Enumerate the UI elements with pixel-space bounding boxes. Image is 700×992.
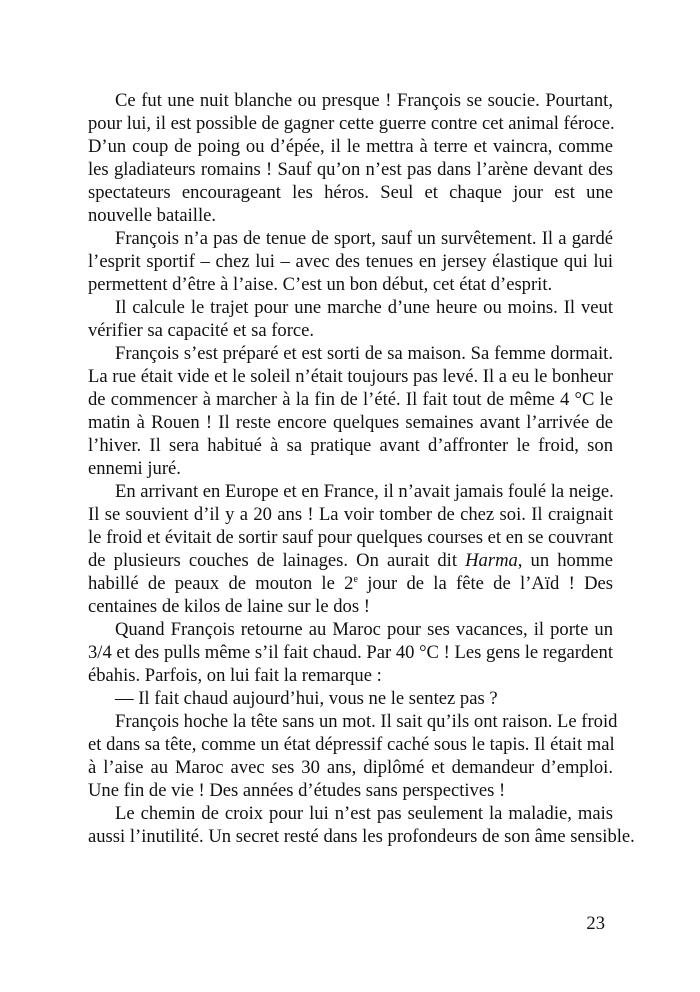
italic-term: Harma	[465, 550, 518, 571]
text-line: spectateurs encourageant les héros. Seul et chaque jour est une	[88, 182, 613, 203]
text-line: nouvelle bataille.	[88, 205, 217, 226]
text-line: Une fin de vie ! Des années d’études sans perspectives !	[88, 780, 506, 801]
text-line: Le chemin de croix pour lui n’est pas seulement la maladie, mais	[115, 803, 613, 824]
text-line: 3/4 et des pulls même s’il fait chaud. Par 40 °C ! Les gens le regardent	[88, 642, 613, 663]
text-line: les gladiateurs romains ! Sauf qu’on n’est pas dans l’arène devant des	[88, 159, 613, 180]
text-line: pour lui, il est possible de gagner cette guerre contre cet animal féroce.	[88, 113, 615, 134]
page-number: 23	[586, 913, 605, 934]
text-line: matin à Rouen ! Il reste encore quelques semaines avant l’arrivée de	[88, 412, 613, 433]
text-segment: de plusieurs couches de lainages. On aurait dit	[88, 550, 466, 571]
paragraph	[88, 227, 613, 296]
text-segment: jour de la fête de l’Aïd ! Des	[357, 573, 613, 594]
paragraph	[88, 342, 613, 480]
text-line: En arrivant en Europe et en France, il n’avait jamais foulé la neige.	[115, 481, 614, 502]
text-line: permettent d’être à l’aise. C’est un bon début, cet état d’esprit.	[88, 274, 553, 295]
paragraph	[88, 710, 618, 802]
text-line: ébahis. Parfois, on lui fait la remarque :	[88, 665, 382, 686]
text-line: Quand François retourne au Maroc pour ses vacances, il porte un	[115, 619, 613, 640]
text-line: le froid et évitait de sortir sauf pour quelques courses et en se couvrant	[88, 527, 614, 548]
text-line: Ce fut une nuit blanche ou presque ! François se soucie. Pourtant,	[115, 90, 613, 111]
text-line: Il se souvient d’il y a 20 ans ! La voir tomber de chez soi. Il craignait	[88, 504, 613, 525]
text-line: François hoche la tête sans un mot. Il sait qu’ils ont raison. Le froid	[115, 711, 618, 732]
text-line: François s’est préparé et est sorti de sa maison. Sa femme dormait.	[115, 343, 613, 364]
text-line: centaines de kilos de laine sur le dos !	[88, 596, 370, 617]
paragraph	[88, 802, 635, 848]
text-line: D’un coup de poing ou d’épée, il le mettra à terre et vaincra, comme	[88, 136, 613, 157]
text-line: à l’aise au Maroc avec ses 30 ans, diplômé et demandeur d’emploi.	[88, 757, 613, 778]
paragraph	[88, 618, 613, 687]
text-line: Il calcule le trajet pour une marche d’une heure ou moins. Il veut	[115, 297, 613, 318]
ordinal-superscript: e	[353, 574, 358, 585]
text-line: de commencer à marcher à la fin de l’été. Il fait tout de même 4 °C le	[88, 389, 613, 410]
paragraph	[88, 480, 613, 618]
text-line: ennemi juré.	[88, 458, 181, 479]
paragraph	[88, 296, 613, 342]
text-line	[88, 549, 613, 572]
text-segment: , un homme	[517, 550, 613, 571]
paragraph	[88, 89, 613, 227]
paragraph	[88, 687, 613, 710]
text-line: La rue était vide et le soleil n’était toujours pas levé. Il a eu le bonheur	[88, 366, 613, 387]
text-line: — Il fait chaud aujourd’hui, vous ne le sentez pas ?	[115, 688, 498, 709]
text-line: François n’a pas de tenue de sport, sauf un survêtement. Il a gardé	[115, 228, 613, 249]
text-line	[88, 572, 613, 595]
page-body-text	[88, 89, 635, 848]
text-line: l’hiver. Il sera habitué à sa pratique avant d’affronter le froid, son	[88, 435, 613, 456]
text-line: et dans sa tête, comme un état dépressif caché sous le tapis. Il était mal	[88, 734, 615, 755]
text-line: l’esprit sportif – chez lui – avec des tenues en jersey élastique qui lui	[88, 251, 613, 272]
text-line: aussi l’inutilité. Un secret resté dans les profondeurs de son âme sensible.	[88, 826, 635, 847]
text-segment: habillé de peaux de mouton le 2	[88, 573, 354, 594]
text-line: vérifier sa capacité et sa force.	[88, 320, 315, 341]
